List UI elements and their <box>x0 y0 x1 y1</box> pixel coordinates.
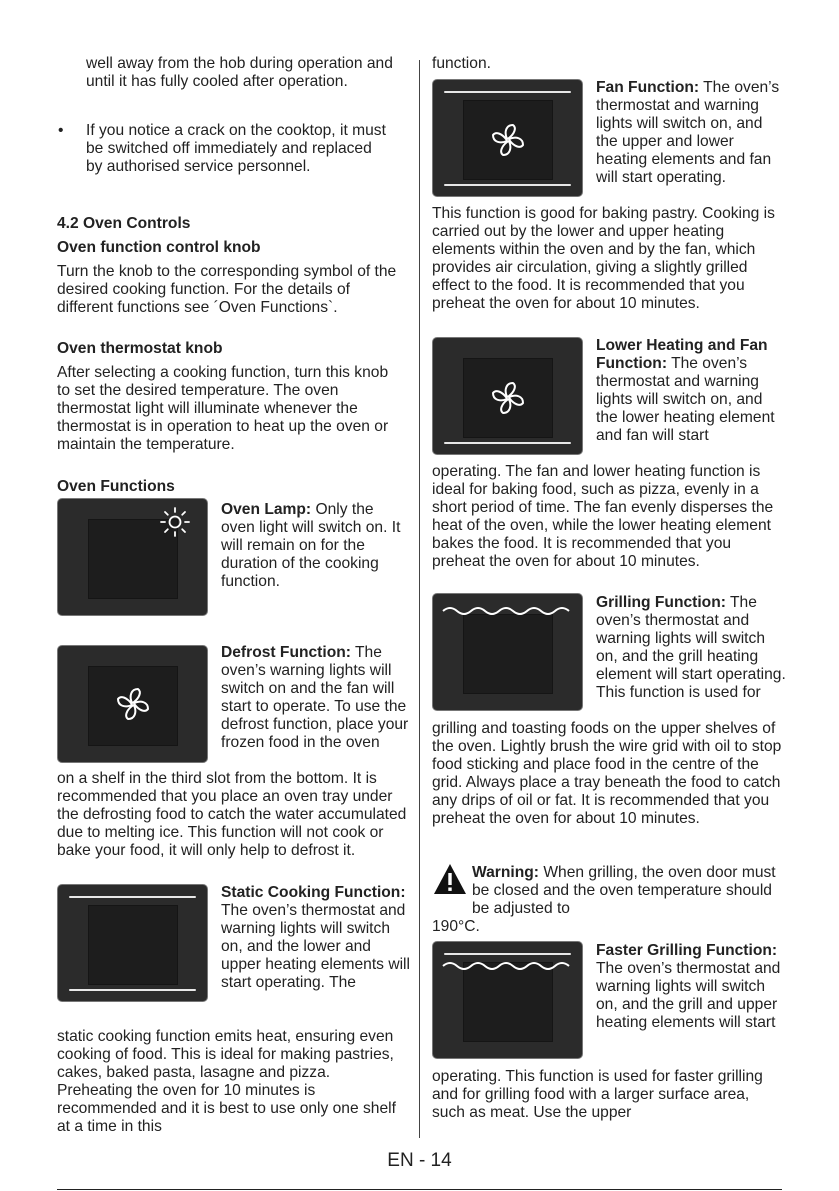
thermostat-text: After selecting a cooking function, turn this knob to set the desired temperature. The oven thermostat light will illuminate whenever the thermostat is in operation to heat up the oven or maintain the temperature. <box>57 364 389 453</box>
fan-icon <box>488 378 528 418</box>
warning-text <box>472 864 782 918</box>
fan-text-side: The oven’s thermostat and warning lights will switch on, and the upper and lower heating elements and fan will start operating. <box>596 79 780 186</box>
static-text-side: The oven’s thermostat and warning lights will switch on, and the lower and upper heating elements will start operating. The <box>221 902 410 991</box>
grilling-illustration <box>432 593 583 711</box>
intro-continuation: well away from the hob during operation and until it has fully cooled after operation. <box>86 55 393 90</box>
page-number: EN - 14 <box>387 1150 452 1171</box>
defrost-title: Defrost Function: <box>221 644 351 661</box>
static-cooking-illustration <box>57 884 208 1002</box>
lowerfan-description <box>596 337 781 445</box>
fan-icon <box>488 120 528 160</box>
lower-heating-element <box>69 989 196 991</box>
defrost-illustration <box>57 645 208 763</box>
grill-text-full: grilling and toasting foods on the upper shelves of the oven. Lightly brush the wire grid with oil to stop food sticking and place food in the centre of the grid. Always place a tray beneath the food to catch any drips of oil or fat. It is recommended that you preheat the oven for about 10 minutes. <box>432 720 782 827</box>
fastgrill-description <box>596 942 781 1032</box>
upper-heating-element <box>69 896 196 898</box>
footer-rule <box>57 1189 782 1190</box>
static-text-full: static cooking function emits heat, ensuring even cooking of food. This is ideal for making pastries, cakes, baked pasta, lasagne and pizza. Preheating the oven for 10 minutes is recommended and it is best to use only one shelf at a time in this <box>57 1028 396 1135</box>
warning-title: Warning: <box>472 864 539 881</box>
fan-icon <box>113 684 153 724</box>
lower-heating-element <box>444 442 571 444</box>
warning-body: When grilling, the oven door must be closed and the oven temperature should be adjusted to <box>472 864 776 917</box>
oven-lamp-text: Only the oven light will switch on. It will remain on for the duration of the cooking function. <box>221 501 401 590</box>
oven-lamp-description <box>221 501 411 591</box>
grill-element-icon <box>441 604 575 618</box>
warning-temperature: 190°C. <box>432 918 480 935</box>
lowerfan-text-side: The oven’s thermostat and warning lights will switch on, and the lower heating element and fan will start <box>596 355 775 444</box>
section-heading: 4.2 Oven Controls <box>57 215 191 232</box>
lowerfan-text-full: operating. The fan and lower heating function is ideal for baking food, such as pizza, evenly in a short period of time. The fan evenly disperses the heat of the oven, while the lower heating element bakes the food. It is recommended that you preheat the oven for about 10 minutes. <box>432 463 774 570</box>
upper-heating-element <box>444 953 571 955</box>
static-title: Static Cooking Function: <box>221 884 406 901</box>
function-knob-text: Turn the knob to the corresponding symbol of the desired cooking function. For the details of different functions see ´Oven Functions`. <box>57 263 397 316</box>
faster-grilling-illustration <box>432 941 583 1059</box>
oven-functions-heading: Oven Functions <box>57 478 175 495</box>
function-knob-heading: Oven function control knob <box>57 239 261 256</box>
grill-description <box>596 594 786 702</box>
lowerfan-title: Lower Heating and Fan Function: <box>596 337 768 372</box>
oven-lamp-illustration <box>57 498 208 616</box>
fan-title: Fan Function: <box>596 79 700 96</box>
defrost-description <box>221 644 411 752</box>
lower-heating-element <box>444 184 571 186</box>
bullet-text-crack: If you notice a crack on the cooktop, it must be switched off immediately and replaced by authorised service personnel. <box>86 122 386 175</box>
column-divider <box>419 60 420 1138</box>
thermostat-heading: Oven thermostat knob <box>57 340 223 357</box>
lower-heating-fan-illustration <box>432 337 583 455</box>
upper-heating-element <box>444 91 571 93</box>
defrost-text-side: The oven’s warning lights will switch on and the fan will start to operate. To use the defrost function, place your frozen food in the oven <box>221 644 409 751</box>
fastgrill-text-side: The oven’s thermostat and warning lights will switch on, and the grill and upper heating elements will start <box>596 960 781 1031</box>
grill-element-icon <box>441 959 575 973</box>
function-continuation: function. <box>432 55 491 72</box>
grill-text-side: The oven’s thermostat and warning lights will switch on, and the grill heating element will start operating. This function is used for <box>596 594 786 701</box>
bullet-marker: • <box>58 122 64 139</box>
oven-lamp-title: Oven Lamp: <box>221 501 312 518</box>
fastgrill-title: Faster Grilling Function: <box>596 942 778 959</box>
warning-icon <box>432 862 468 896</box>
fan-function-illustration <box>432 79 583 197</box>
static-description <box>221 884 411 992</box>
fan-description <box>596 79 781 187</box>
fan-text-full: This function is good for baking pastry. Cooking is carried out by the lower and upper heating elements within the oven and by the fan, which provides air circulation, giving a slightly grilled effect to the food. It is recommended that you preheat the oven for about 10 minutes. <box>432 205 775 312</box>
fastgrill-text-full: operating. This function is used for faster grilling and for grilling food with a larger surface area, such as meat. Use the upper <box>432 1068 763 1121</box>
defrost-text-full: on a shelf in the third slot from the bottom. It is recommended that you place an oven tray under the defrosting food to catch the water accumulated due to melting ice. This function will not cook or bake your food, it will only help to defrost it. <box>57 770 407 859</box>
lamp-icon <box>158 505 192 539</box>
grill-title: Grilling Function: <box>596 594 726 611</box>
